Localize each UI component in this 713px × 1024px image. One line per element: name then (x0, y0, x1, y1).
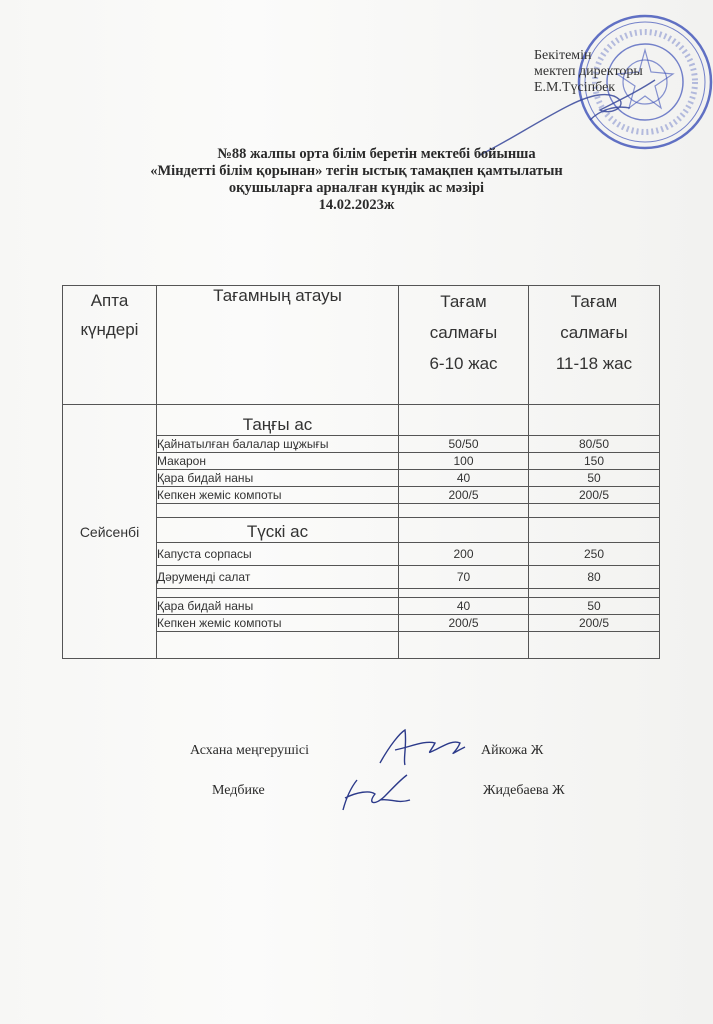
weight-6-10: 200/5 (399, 487, 529, 504)
dish-name: Дәруменді салат (157, 566, 399, 589)
menu-table (62, 285, 660, 659)
header-day-line2: күндері (80, 320, 139, 339)
weight-6-10: 70 (399, 566, 529, 589)
header-line-3: оқушыларға арналған күндік ас мәзірі (228, 180, 485, 196)
breakfast-title-row (63, 405, 660, 436)
table-header-row (63, 286, 660, 405)
header-day-line1: Апта (90, 291, 129, 310)
weight-11-18: 50 (529, 470, 660, 487)
approval-line-3: Е.М.Түсіпбек (534, 80, 616, 95)
approval-line-2: мектеп директоры (534, 64, 643, 79)
header-w2-line1: Тағам (570, 292, 618, 311)
dish-name: Қара бидай наны (157, 598, 399, 615)
cook-title: Асхана меңгерушісі (190, 743, 309, 758)
lunch-title: Түскі ас (157, 518, 399, 543)
header-weight-6-10 (399, 286, 529, 405)
weight-11-18: 150 (529, 453, 660, 470)
header-w1-line3: 6-10 жас (429, 354, 498, 373)
nurse-title: Медбике (212, 783, 265, 798)
header-weight-11-18 (529, 286, 660, 405)
header-w2-line3: 11-18 жас (555, 354, 633, 373)
dish-name: Қайнатылған балалар шұжығы (157, 436, 399, 453)
header-w1-line2: салмағы (429, 323, 498, 342)
dish-name: Кепкен жеміс компоты (157, 615, 399, 632)
cook-name: Айкожа Ж (481, 743, 544, 758)
weight-11-18: 80 (529, 566, 660, 589)
weight-6-10: 100 (399, 453, 529, 470)
header-dish-name: Тағамның атауы (157, 286, 399, 405)
breakfast-title: Таңғы ас (157, 405, 399, 436)
weight-11-18: 250 (529, 543, 660, 566)
day-cell: Сейсенбі (63, 405, 157, 659)
weight-6-10: 40 (399, 598, 529, 615)
weight-6-10: 50/50 (399, 436, 529, 453)
header-date: 14.02.2023ж (318, 197, 395, 213)
weight-11-18: 200/5 (529, 615, 660, 632)
nurse-signature (335, 770, 420, 815)
dish-name: Кепкен жеміс компоты (157, 487, 399, 504)
weight-6-10: 200/5 (399, 615, 529, 632)
weight-11-18: 200/5 (529, 487, 660, 504)
nurse-name: Жидебаева Ж (483, 783, 565, 798)
weight-6-10: 40 (399, 470, 529, 487)
dish-name: Қара бидай наны (157, 470, 399, 487)
dish-name: Макарон (157, 453, 399, 470)
header-day (63, 286, 157, 405)
document-header (0, 146, 713, 214)
weight-11-18: 50 (529, 598, 660, 615)
header-w1-line1: Тағам (440, 292, 487, 311)
weight-11-18: 80/50 (529, 436, 660, 453)
approval-line-1: Бекітемін (534, 48, 592, 63)
cook-signature (375, 725, 475, 770)
header-line-2: «Міндетті білім қорынан» тегін ыстық тамақпен қамтылатын (150, 163, 563, 179)
header-line-1: №88 жалпы орта білім беретін мектебі бойынша (217, 146, 536, 162)
header-w2-line2: салмағы (560, 323, 628, 342)
dish-name: Капуста сорпасы (157, 543, 399, 566)
weight-6-10: 200 (399, 543, 529, 566)
